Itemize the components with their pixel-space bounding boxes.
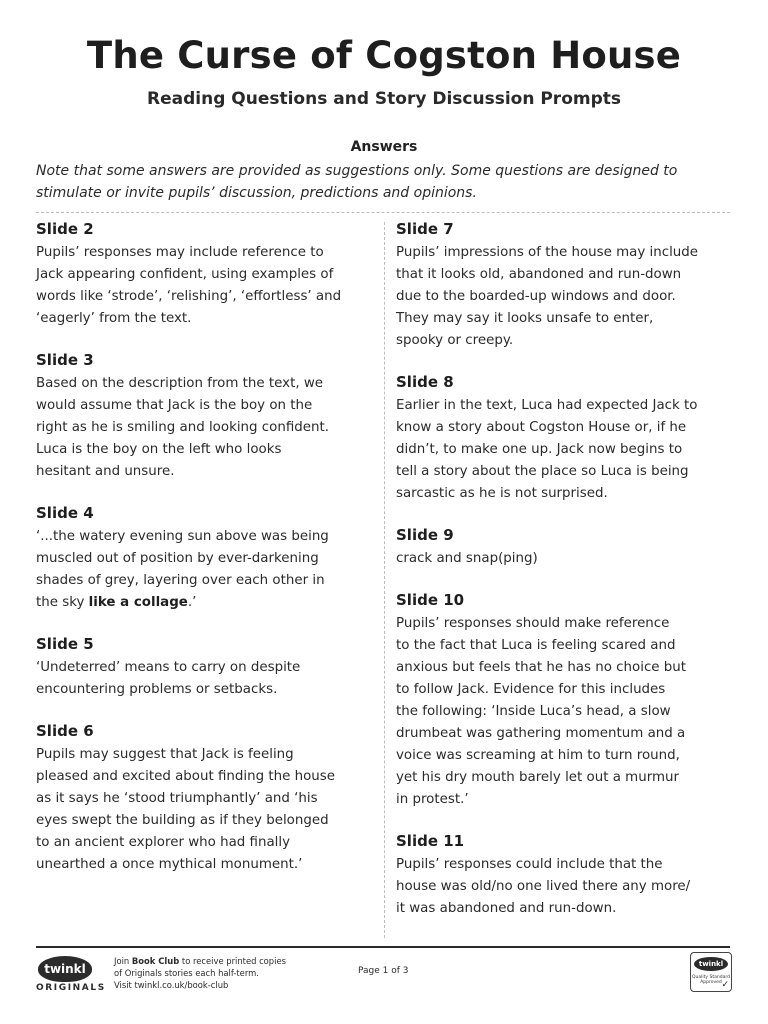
slide-4-answer — [36, 502, 376, 614]
quote-end: .’ — [187, 595, 197, 610]
slide-5-answer — [36, 633, 376, 701]
slide-heading: Slide 9 — [396, 526, 454, 544]
page-number: Page 1 of 3 — [358, 966, 409, 976]
right-column — [396, 218, 736, 939]
slide-10-answer — [396, 589, 736, 811]
slide-text: Earlier in the text, Luca had expected Jack to know a story about Cogston House or, if he didn’t, to make one up. Jack now begins to tell a story about the place so Luca is being sarcastic as he is not surprised. — [396, 398, 698, 501]
slide-heading: Slide 7 — [396, 220, 454, 238]
slide-9-answer — [396, 524, 736, 570]
slide-text: Pupils’ responses could include that the house was old/no one lived there any more/ it was abandoned and run-down. — [396, 857, 691, 916]
book-club-promo — [114, 955, 344, 991]
promo-line-1: Join Book Club to receive printed copies — [114, 956, 286, 966]
slide-text: Pupils’ responses should make reference to the fact that Luca is feeling scared and anxious but feels that he has no choice but to follow Jack. Evidence for this includes the following: ‘Inside Luca’s head, a slow drumbeat was gathering momentum and a voice was screaming at him to turn round, yet his dry mouth barely let out a murmur in protest.’ — [396, 616, 687, 807]
slide-heading: Slide 10 — [396, 591, 465, 609]
twinkl-originals-logo — [36, 956, 106, 996]
document-title: The Curse of Cogston House — [86, 34, 682, 77]
slide-7-answer — [396, 218, 736, 352]
twinkl-logo-icon: twinkl — [38, 956, 92, 982]
slide-heading: Slide 11 — [396, 832, 465, 850]
slide-2-answer — [36, 218, 376, 330]
check-icon: ✓ — [721, 980, 729, 990]
quote-emphasis: like a collage — [88, 595, 188, 610]
slide-8-answer — [396, 371, 736, 505]
left-column — [36, 218, 376, 895]
slide-11-answer — [396, 830, 736, 920]
seal-label: Quality Standard Approved — [692, 975, 730, 985]
slide-heading: Slide 5 — [36, 635, 94, 653]
slide-text: ‘Undeterred’ means to carry on despite encountering problems or setbacks. — [36, 660, 301, 697]
slide-3-answer — [36, 349, 376, 483]
slide-text: Based on the description from the text, we would assume that Jack is the boy on the right as he is smiling and looking confident. Luca is the boy on the left who looks hesitant and unsure. — [36, 376, 329, 479]
slide-heading: Slide 4 — [36, 504, 94, 522]
slide-text: crack and snap(ping) — [396, 551, 538, 566]
quality-standard-seal — [690, 952, 732, 992]
slide-text: Pupils may suggest that Jack is feeling pleased and excited about finding the house as it says he ‘stood triumphantly’ and ‘his eyes swept the building as if they belonged to an ancient explorer who had finally unearthed a once mythical monument.’ — [36, 747, 335, 872]
slide-heading: Slide 8 — [396, 373, 454, 391]
answers-heading: Answers — [350, 139, 418, 155]
slide-6-answer — [36, 720, 376, 876]
slide-heading: Slide 6 — [36, 722, 94, 740]
slide-text: Pupils’ responses may include reference to Jack appearing confident, using examples of words like ‘strode’, ‘relishing’, ‘effortless’ and ‘eagerly’ from the text. — [36, 245, 342, 326]
document-subtitle: Reading Questions and Story Discussion Prompts — [147, 89, 621, 109]
quote-text: ‘...the watery evening sun above was being muscled out of position by ever-darkening shades of grey, layering over each other in the sky — [36, 529, 329, 610]
book-club-label: Book Club — [131, 956, 180, 966]
answers-note: Note that some answers are provided as suggestions only. Some questions are designed to stimulate or invite pupils’ discussion, predictions and opinions. — [36, 163, 678, 201]
slide-text — [36, 526, 376, 614]
slide-text: Pupils’ impressions of the house may include that it looks old, abandoned and run-down due to the boarded-up windows and door. They may say it looks unsafe to enter, spooky or creepy. — [396, 245, 699, 348]
slide-heading: Slide 3 — [36, 351, 94, 369]
section-divider — [36, 212, 730, 213]
slide-heading: Slide 2 — [36, 220, 94, 238]
column-divider — [384, 222, 385, 938]
promo-link[interactable]: Visit twinkl.co.uk/book-club — [114, 980, 229, 990]
originals-wordmark: ORIGINALS — [36, 983, 106, 993]
footer-divider — [36, 946, 730, 948]
promo-line-2: of Originals stories each half-term. — [114, 968, 259, 978]
seal-logo-icon: twinkl — [694, 957, 728, 971]
